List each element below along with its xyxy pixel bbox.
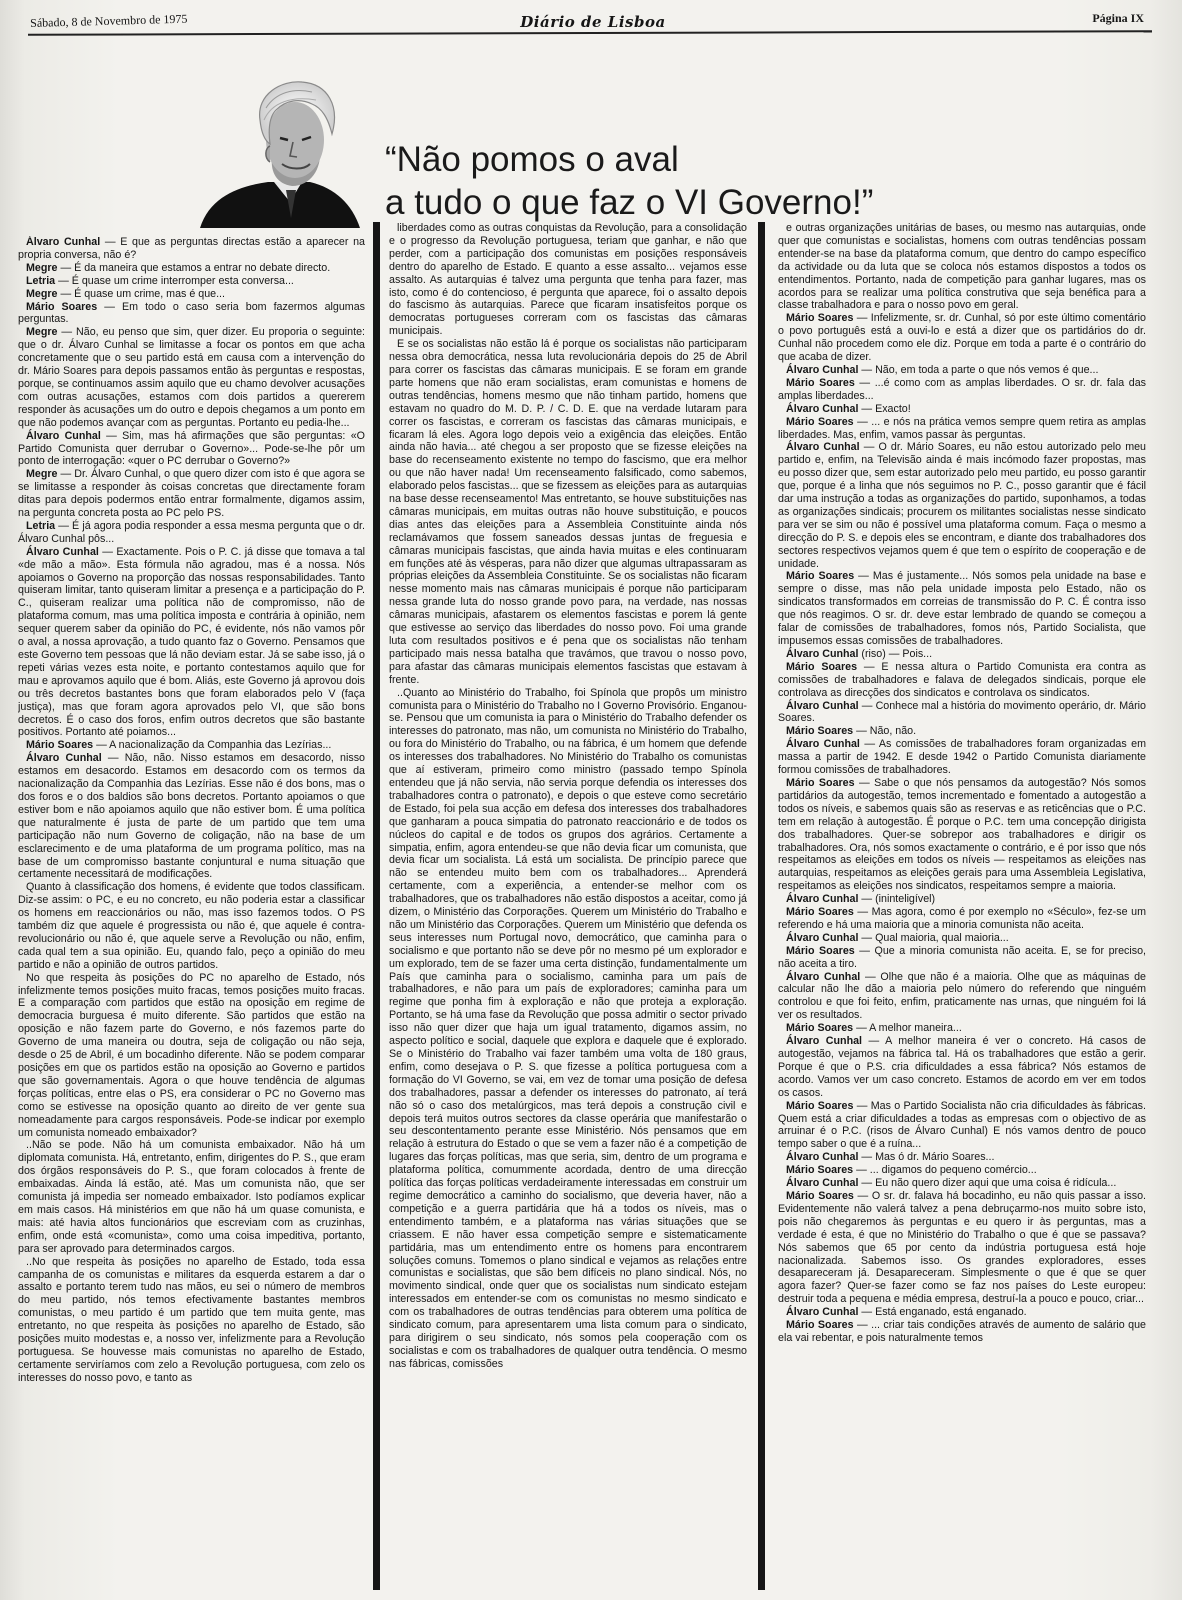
speaker-name: Mário Soares [26, 739, 94, 752]
paragraph-text: — ... digamos do pequeno comércio... [853, 1164, 1037, 1177]
article-paragraph [18, 1139, 365, 1255]
paragraph-text: — (ininteligível) [858, 893, 936, 906]
article-paragraph [778, 1306, 1146, 1319]
paragraph-text: — Qual maioria, qual maioria... [858, 931, 1009, 944]
paragraph-text: — Está enganado, está enganado. [858, 1306, 1027, 1319]
speaker-name: Mário Soares [786, 944, 855, 957]
portrait-photo [190, 78, 360, 228]
article-paragraph [778, 570, 1146, 647]
article-paragraph [18, 288, 365, 301]
paragraph-text: — O dr. Mário Soares, eu não estou autorizado pelo meu partido e, enfim, na Televisão ainda é mais incómodo fazer propostas, mas eu posso dizer que, sem estar autorizado pelo meu partido, eu posso garantir que, porque é a linha que nós seguimos no P. C., posso garantir que é fácil dar uma instrução a todas as organizações do partido, suponhamos, a todas as organizações sindicais; procurem os militantes socialistas nesse sindicato para ver se sim ou não é possível uma plataforma comum. Faça o mesmo a direcção do P. S. e depois eles se encontram, e diante dos trabalhadores dos sectores respectivos vejamos quem é que tem o espírito de cooperação e de unidade. [778, 441, 1146, 570]
speaker-name: Álvaro Cunhal [786, 699, 859, 712]
issue-date: Sábado, 8 de Novembro de 1975 [30, 11, 188, 30]
paragraph-text: ..No que respeita às posições no aparelho de Estado, toda essa campanha de os comunistas e militares da esquerda estarem a dar o assalto e portanto terem tudo nas mãos, eu sei o número de membros do meu partido, nós temos efectivamente bastantes membros comunistas, o meu partido é um partido que tem muita gente, mas entretanto, no que respeita às posições no aparelho de Estado, são posições muito modestas e, a nosso ver, infelizmente para a Revolução portuguesa. Se houvesse mais comunistas no aparelho de Estado, certamente serviríamos com zelo a Revolução portuguesa, com zelo os interesses do nosso povo, e tanto as [18, 1255, 365, 1384]
article-paragraph [778, 377, 1146, 403]
article-paragraph [778, 971, 1146, 1023]
speaker-name: Álvaro Cunhal [26, 236, 101, 248]
paragraph-text: No que respeita às posições do PC no aparelho de Estado, nós infelizmente temos posições muito fracas, temos posições muito fracas. E a comparação com partidos que estão na oposição em regime de democracia burguesa é muito diferente. São partidos que estão na oposição e não fazem parte do Governo, e nós fazemos parte do Governo de uma maneira ou doutra, seja de coligação ou não seja, desde o 25 de Abril, é um bocadinho diferente. Não se podem comparar posições em que os partidos estão na oposição ao Governo e partidos que são governamentais. Agora o que houve tendência de algumas forças políticas, entre elas o PS, era considerar o PC no Governo mas como se estivesse na oposição quanto ao direito de ver gente sua nomeadamente para cargos responsáveis. Pode-se indicar por exemplo um comunista nomeado embaixador? [18, 971, 365, 1139]
paragraph-text: — E que as perguntas directas estão a aparecer na propria conversa, não é? [18, 236, 365, 261]
paragraph-text: — Dr. Álvaro Cunhal, o que quero dizer com isto é que agora se se limitasse a responder às coisas concretas que directamente foram ditas para depois podermos então entrar formalmente, digamos assim, na pergunta concreta posta ao PC pelo PS. [18, 468, 365, 520]
article-paragraph [18, 752, 365, 881]
article-paragraph [778, 700, 1146, 726]
paragraph-text: — As comissões de trabalhadores foram organizadas em massa a partir de 1942. E desde 1942 o Partido Comunista diariamente formou comissões de trabalhadores. [778, 738, 1146, 777]
article-paragraph [778, 906, 1146, 932]
article-paragraph [18, 520, 365, 546]
speaker-name: Mário Soares [786, 725, 854, 738]
speaker-name: Megre [26, 326, 58, 339]
article-paragraph [18, 739, 365, 752]
paragraph-text: — Em todo o caso seria bom fazermos algumas perguntas. [18, 300, 365, 326]
speaker-name: Álvaro Cunhal [26, 545, 99, 558]
speaker-name: Álvaro Cunhal [786, 1151, 859, 1164]
speaker-name: Megre [26, 287, 58, 300]
speaker-name: Álvaro Cunhal [786, 402, 859, 415]
speaker-name: Álvaro Cunhal [786, 1035, 863, 1048]
paragraph-text: — A melhor maneira... [853, 1022, 962, 1035]
speaker-name: Álvaro Cunhal [786, 970, 861, 983]
paragraph-text: — É já agora podia responder a essa mesma pergunta que o dr. Álvaro Cunhal pôs... [18, 519, 365, 545]
paragraph-text: — É quase um crime, mas é que... [57, 287, 225, 300]
article-paragraph [18, 236, 365, 262]
article-paragraph [778, 1035, 1146, 1100]
paragraph-text: — E nessa altura o Partido Comunista era contra as comissões de trabalhadores e falava de delegados sindicais, porque ele controlava as direcções dos sindicatos e controlava os sindicatos. [778, 660, 1146, 699]
article-paragraph [778, 222, 1146, 312]
speaker-name: Mário Soares [786, 1319, 854, 1332]
article-paragraph [778, 1190, 1146, 1306]
speaker-name: Álvaro Cunhal [786, 738, 860, 751]
paragraph-text: — ... e nós na prática vemos sempre quem retira as amplas liberdades. Mas, enfim, vamos passar às perguntas. [778, 415, 1146, 441]
speaker-name: Álvaro Cunhal [786, 363, 859, 376]
article-column-2 [389, 222, 747, 1572]
article-paragraph [778, 1177, 1146, 1190]
article-paragraph [778, 1100, 1146, 1152]
paragraph-text: — Mas ó dr. Mário Soares... [858, 1151, 995, 1164]
article-paragraph [778, 1151, 1146, 1164]
paragraph-text: — Olhe que não é a maioria. Olhe que as máquinas de calcular não lhe dão a maioria pelo número do referendo que ninguém controlou e que foi feito, enfim, praticamente nas urnas, que ninguém foi lá ver os resultados. [778, 970, 1146, 1022]
article-paragraph [778, 738, 1146, 777]
paragraph-text: — Não, eu penso que sim, quer dizer. Eu proporia o seguinte: que o dr. Álvaro Cunhal se limitasse a focar os pontos em que acha concretamente que o seu partido está em causa com a intervenção do dr. Mário Soares para depois passamos então às perguntas e respostas, porque, se continuamos assim aquilo que eu chamo devolver acusações com outras acusações, estamos com dois partidos a quererem responder às acusações um do outro e depois chegamos a um ponto em que não podemos avançar com as perguntas. Portanto eu pedia-lhe... [18, 326, 365, 429]
headline-line-2: a tudo o que faz o VI Governo!” [385, 183, 874, 222]
article-paragraph [778, 893, 1146, 906]
paragraph-text: — ...é como com as amplas liberdades. O sr. dr. fala das amplas liberdades... [778, 376, 1146, 402]
paragraph-text: — É quase um crime interromper esta conversa... [55, 274, 294, 287]
article-paragraph [778, 312, 1146, 364]
article-paragraph [778, 364, 1146, 377]
article-paragraph [18, 881, 365, 971]
paragraph-text: — Sim, mas há afirmações que são perguntas: «O Partido Comunista quer derrubar o Governo»... Pode-se-lhe pôr um ponto de interrogação: «quer o PC derrubar o Governo?» [18, 429, 365, 468]
speaker-name: Álvaro Cunhal [786, 647, 859, 660]
speaker-name: Álvaro Cunhal [786, 893, 859, 906]
article-paragraph [18, 262, 365, 275]
speaker-name: Mário Soares [786, 1099, 854, 1112]
paragraph-text: — ... criar tais condições através de aumento de salário que ela vai rebentar, e pois naturalmente temos [778, 1319, 1146, 1344]
article-paragraph [18, 972, 365, 1140]
article-paragraph [18, 430, 365, 469]
article-paragraph [778, 441, 1146, 570]
paragraph-text: — Mas o Partido Socialista não cria dificuldades às fábricas. Quem está a criar dificuldades a todas as empresas com o objectivo de as arruinar é o P.C. (risos de Álvaro Cunhal) E nós vamos dentro de pouco tempo saber o que é a ruína... [778, 1099, 1146, 1151]
paragraph-text: ..Não se pode. Não há um comunista embaixador. Não há um diplomata comunista. Há, entretanto, enfim, dirigentes do P. S., que eram dos órgãos responsáveis do P. S., que foram colocados à frente de embaixadas. Ainda lá estão, até. Mas um comunista não, que ser comunista já impedia ser nomeado embaixador. Isto podíamos explicar em mais casos. Há ministérios em que não há um quase comunista, e mais: até havia altos funcionários que escreviam com as cruzinhas, enfim, onde está «comunista», como uma coisa impeditiva, portanto, para ser aprovado para determinados cargos. [18, 1139, 365, 1255]
paragraph-text: — Exactamente. Pois o P. C. já disse que tomava a tal «de mão a mão». Esta fórmula não agradou, mas é a nossa. Nós apoiamos o Governo na proporção das nossas responsabilidades. Tanto quiseram limitar, tanto quiseram limitar a presença e a participação do P. C., quiseram realizar uma política não de compromisso, não de plataforma comum, mas uma política imposta e contrária à opinião, nem sequer querem saber da opinião do PC, é evidente, nós não vamos pôr o aval, a nossa aprovação, a tudo quanto faz o Governo. Pensamos que este Governo tem pessoas que lá não deviam estar. Já se sabe isso, já o repeti várias vezes esta noite, e portanto contestamos aquilo que for mau e aprovamos aquilo que é bom. Aliás, este Governo já aprovou dois ou três decretos bastantes bons que foram elaborados pelo V (faça justiça), mas que foram agora aprovados pelo VI, que são bons decretos. É o caso dos foros, enfim outros decretos que são bastante positivos. Portanto até poiamos... [18, 545, 365, 739]
speaker-name: Mário Soares [786, 1189, 854, 1202]
article-paragraph [778, 725, 1146, 738]
paragraph-text: — O sr. dr. falava há bocadinho, eu não quis passar a isso. Evidentemente não valerá talvez a pena debruçarmo-nos muito sobre isto, pois não chegaremos às perguntas e eu quero ir às perguntas, mas a verdade é esta, é que no Ministério do Trabalho o que é que se passava? Nós sabemos que 65 por cento da indústria portuguesa está hoje nacionalizada. Sabemos isso. Os grandes exploradores, esses desapareceram já. Desapareceram. Simplesmente o que é que se quer agora fazer? Quer-se fazer como se faz nos países do Leste europeu: destruir toda a pequena e média empresa, destruí-la a pouco e pouco, criar... [778, 1189, 1146, 1306]
speaker-name: Mário Soares [786, 1022, 854, 1035]
article-paragraph [778, 1164, 1146, 1177]
speaker-name: Mário Soares [26, 300, 98, 313]
article-paragraph [389, 222, 747, 338]
speaker-name: Letria [26, 519, 56, 532]
article-paragraph [778, 416, 1146, 442]
paragraph-text: — A nacionalização da Companhia das Lezírias... [93, 739, 332, 752]
speaker-name: Álvaro Cunhal [26, 752, 102, 765]
paragraph-text: — Conhece mal a história do movimento operário, dr. Mário Soares. [778, 699, 1146, 725]
speaker-name: Álvaro Cunhal [786, 441, 860, 454]
article-paragraph [18, 546, 365, 740]
speaker-name: Letria [26, 274, 56, 287]
speaker-name: Álvaro Cunhal [786, 1306, 859, 1319]
article-paragraph [778, 945, 1146, 971]
paragraph-text: — Não, em toda a parte o que nós vemos é que... [858, 363, 1099, 376]
paragraph-text: E se os socialistas não estão lá é porque os socialistas não participaram nessa obra democrática, nessa luta revolucionária depois do 25 de Abril para correr os fascistas das câmaras municipais. E se foram em grande parte homens que não eram socialistas, eram comunistas e homens de outras tendências, homens mesmo que não tinham partido, homens que estavam no quadro do M. D. P. / C. D. E. que na verdade lutaram para correr os fascistas, e correram os fascistas das câmaras municipais, e ficaram lá eles. Agora logo depois veio a exigência das eleições. Então ainda não havia... até chegou a ser proposto que se fizesse eleições na base do recenseamento existente no tempo do fascismo, que era melhor ou que não haver nada! Um recenseamento falsificado, como sabemos, elaborado pelos fascistas... que se fizessem as eleições para as autarquias na base desse recenseamento! Mas entretanto, se houve substituições nas câmaras municipais, em muitas outras não houve substituição, e poucos dias antes das eleições para a Assembleia Constituinte ainda nós reclamávamos que fossem saneados dessas juntas de freguesia e câmaras municipais fascistas, que ainda havia muitas e eles continuaram em funções até às vésperas, para não dizer que algumas ultrapassaram as próprias eleições da Assembleia Constituinte. Se os socialistas não ficaram nesse momento mais nas câmaras municipais é porque não participaram nessa grande luta do nosso grande povo para, na verdade, nas nossas câmaras municipais, afastarem os elementos fascistas e porem lá gente que estivesse ao serviço das liberdades do nosso povo. Foi uma grande luta com resultados positivos e é pena que os socialistas não tenham participado mais nessa batalha que travámos, que travou o nosso povo, para afastar das câmaras municipais elementos fascistas que estavam à frente. [389, 338, 747, 686]
speaker-name: Mário Soares [786, 776, 855, 789]
paragraph-text: liberdades como as outras conquistas da Revolução, para a consolidação e o progresso da Revolução portuguesa, teriam que ganhar, e não que perder, com a participação dos comunistas em posições responsáveis dentro do aparelho de Estado. E quanto a esse assalto... vejamos esse assalto. As autarquias é talvez uma pergunta que tenha para fazer, mas isto, como é do contencioso, é pergunta que aparece, foi o assalto depois do fascismo às autarquias. Parece que ficaram insatisfeitos porque os democratas portugueses correram com os fascistas das câmaras municipais. [389, 222, 747, 338]
page-number: Página IX [1092, 11, 1144, 25]
paragraph-text: — Não, não. [853, 725, 917, 738]
article-paragraph [778, 932, 1146, 945]
paragraph-text: — Que a minoria comunista não aceita. E, se for preciso, não aceita a tiro. [778, 944, 1146, 970]
paragraph-text: — Mas agora, como é por exemplo no «Século», fez-se um referendo e há uma maioria que a minoria comunista não aceita. [778, 906, 1146, 931]
article-paragraph [778, 1319, 1146, 1345]
article-paragraph [778, 1022, 1146, 1035]
speaker-name: Mário Soares [786, 376, 855, 389]
speaker-name: Mário Soares [786, 1164, 854, 1177]
paragraph-text: — Não, não. Nisso estamos em desacordo, nisso estamos em desacordo. Estamos em desacordo com os termos da nacionalização da Companhia das Lezírias. Esse não é dos bons, mas o dos foros e o dos baldios são bons decretos. Portanto apoiamos o que estiver bom e não apoiamos aquilo que não estiver bom. É uma política que naturalmente é justa de parte de um partido que tem uma participação não num Governo de coligação, não na base de um esclarecimento e de uma plataforma de um programa político, mas na base de um compromisso bastante conjuntural e numa situação que certamente necessitará de modificações. [18, 752, 365, 881]
paragraph-text: (riso) — Pois... [858, 647, 933, 660]
article-paragraph [18, 326, 365, 429]
speaker-name: Mário Soares [786, 312, 854, 325]
paragraph-text: Quanto à classificação dos homens, é evidente que todos classificam. Diz-se assim: o PC, e eu no concreto, eu não poderia estar a classificar os homens em reaccionários ou não, mas isso fazemos todos. O PS também diz que aquele é progressista ou não é, que aquele é contra-revolucionário ou não é, que aquele serve a Revolução ou não, enfim, cada qual tem a sua opinião. Eu, quando falo, peço a opinião do meu partido e não a opinião de outros partidos. [18, 881, 365, 971]
article-paragraph [778, 648, 1146, 661]
article-paragraph [389, 338, 747, 686]
speaker-name: Álvaro Cunhal [786, 931, 859, 944]
paragraph-text: — Sabe o que nós pensamos da autogestão? Nós somos partidários da autogestão, temos incrementado e fomentado a autogestão a todos os níveis, e sabemos quais são as reservas e as reticências que o P.C. tem em relação à autogestão. É porque o P.C. tem uma concepção dirigista dos trabalhadores. Quer-se sobrepor aos trabalhadores e dirigir os trabalhadores. Ora, nós somos exactamente o contrário, e é por isso que nós respeitamos as eleições em todos os níveis — respeitamos as eleições nas autarquias, respeitamos as eleições gerais para uma Assembleia Legislativa, respeitamos as eleições nos sindicatos, respeitamos sempre a maioria. [778, 776, 1146, 893]
article-paragraph [18, 275, 365, 288]
speaker-name: Álvaro Cunhal [26, 429, 101, 442]
speaker-name: Mário Soares [786, 906, 854, 919]
article-column-3 [778, 222, 1146, 1572]
paragraph-text: — Eu não quero dizer aqui que uma coisa é ridícula... [858, 1177, 1117, 1190]
article-paragraph [778, 777, 1146, 893]
speaker-name: Megre [26, 468, 58, 481]
column-rule-2 [758, 222, 765, 1590]
headline [385, 138, 1085, 224]
speaker-name: Álvaro Cunhal [786, 1177, 859, 1190]
article-paragraph [18, 301, 365, 327]
paragraph-text: — Mas é justamente... Nós somos pela unidade na base e sempre o disse, mas não pela unidade imposta pelo Estado, não os sindicatos transformados em correias de transmissão do P. C. É contra isso que nós reagimos. O sr. dr. deve estar lembrado de quando se começou a falar de comissões de trabalhadores, fomos nós, Partido Socialista, que impusemos essas comissões de trabalhadores. [778, 570, 1146, 647]
speaker-name: Megre [26, 261, 58, 274]
article-paragraph [18, 468, 365, 520]
article-paragraph [778, 661, 1146, 700]
paragraph-text: — Infelizmente, sr. dr. Cunhal, só por este último comentário o povo português está a ouvi-lo e está a dizer que os partidários do dr. Cunhal não procedem como ele diz. Porque em toda a parte é o contrário do que acaba de dizer. [778, 312, 1146, 364]
column-rule-1 [373, 222, 380, 1590]
article-paragraph [18, 1256, 365, 1385]
headline-line-1: “Não pomos o aval [385, 140, 679, 179]
article-paragraph [389, 687, 747, 1371]
speaker-name: Mário Soares [786, 415, 854, 428]
paragraph-text: — A melhor maneira é ver o concreto. Há casos de autogestão, vejamos na fábrica tal. Há os trabalhadores que estão a gerir. Porque é que o P.S. cria dificuldades a essa fábrica? Nós estamos de acordo. Vamos ver um caso concreto. Estamos de acordo em ver em todos os casos. [778, 1035, 1146, 1099]
page-header [30, 6, 1156, 32]
paragraph-text: — É da maneira que estamos a entrar no debate directo. [57, 261, 331, 274]
paragraph-text: ..Quanto ao Ministério do Trabalho, foi Spínola que propôs um ministro comunista para o Ministério do Trabalho no I Governo Provisório. Enganou-se. Pensou que um comunista ia para o Ministério do Trabalho defender os interesses do patronato, mas não, um comunista no Ministério do Trabalho, ou fora do Ministério do Trabalho, ou na fábrica, é um homem que defende os interesses dos trabalhadores. No Ministério do Trabalho os comunistas que aí estiveram, primeiro como ministro (passado tempo Spínola entendeu que já não servia, não servia porque defendia os interesses dos trabalhadores contra o patronato), e depois o que esteve como secretário de Estado, foi pela sua acção em defesa dos interesses dos trabalhadores que ganharam a pouca simpatia do patronato reaccionário e de todos os núcleos do capital e de todos os grupos dos agrários. Certamente a simpatia, enfim, agora entendeu-se que não devia ficar um comunista, que devia ficar um socialista. Lá está um socialista. De princípio parece que não se entendeu muito bem com os trabalhadores... Aprenderá certamente, com a experiência, a entender-se melhor com os trabalhadores, que os trabalhadores não estão dispostos a aceitar, como já dizem, o Ministério das Corporações. Querem um Ministério do Trabalho e não um Ministério das Corporações. Querem um Ministério que defenda os seus interesses num Portugal novo, democrático, que caminha para o socialismo e que portanto não se deve pôr no mesmo pé um explorador e um explorado, tem de se fazer uma certa distinção, fundamentalmente um País que caminha para o socialismo, caminha para um país de trabalhadores, e não para um país de exploradores; caminha para um regime que ponha fim à exploração e não que proteja a exploração. Portanto, se há uma fase da Revolução que possa admitir o sector privado isso não quer dizer que haja um igual tratamento, digamos assim, no aspecto político e social, daquele que explora e daquele que é explorado. Se o Ministério do Trabalho vai fazer também uma volta de 180 graus, enfim, como desejava o P. S. que fizesse a política portuguesa com a formação do VI Governo, se vai, em vez de tomar uma posição de defesa dos trabalhadores, passar a defender os interesses do patronato, aí terá não só o caso dos metalúrgicos, mas terá depois a construção civil e depois terá muitos outros sectores da classe operária que manifestarão o seu descontentamento perante esse Ministério. Nós pensamos que em relação à estrutura do Estado o que se vem a fazer não é a competição de lugares das forças políticas, mas que seria, sim, dentro de um programa e plataforma política, comummente acordada, dentro de uma direcção política das forças políticas verdadeiramente interessadas em construir um regime democrático a caminho do socialismo, que deveria haver, não a competição e a guerra partidária que há a todos os níveis, mas o entendimento também, e a plataforma nas várias situações que se criassem. E não haver essa competição sempre e sistematicamente partidária, mas um entendimento entre os homens para encontrarem soluções comuns. Tomemos o plano sindical e vejamos as relações entre comunistas e socialistas, que são bem difíceis no plano sindical. Nós, no movimento sindical, onde quer que os socialistas num sindicato estejam interessados em entender-se com os comunistas no mesmo sindicato e com os trabalhadores de outras tendências para obterem uma política de sindicato comum, para apresentarem uma lista comum para o sindicato, para dirigirem o seu sindicato, nós somos pela cooperação com os socialistas e com os trabalhadores de qualquer outra tendência. O mesmo nas fábricas, comissões [389, 686, 747, 1370]
speaker-name: Mário Soares [786, 660, 858, 673]
paragraph-text: e outras organizações unitárias de bases, ou mesmo nas autarquias, onde quer que comunistas e socialistas, homens com outras tendências possam entender-se na base da plataforma comum, que dentro do campo específico da actividade ou da luta que se coloca nós estamos dispostos a todos os entendimentos. Portanto, nada de competição para ganhar lugares, mas os acordos para se realizar uma política construtiva que seja benéfica para a classe trabalhadora e para o nosso povo em geral. [778, 222, 1146, 312]
masthead: Diário de Lisboa [520, 13, 666, 31]
article-column-1 [18, 236, 365, 1586]
article-paragraph [778, 403, 1146, 416]
speaker-name: Mário Soares [786, 570, 855, 583]
paragraph-text: — Exacto! [858, 402, 911, 415]
